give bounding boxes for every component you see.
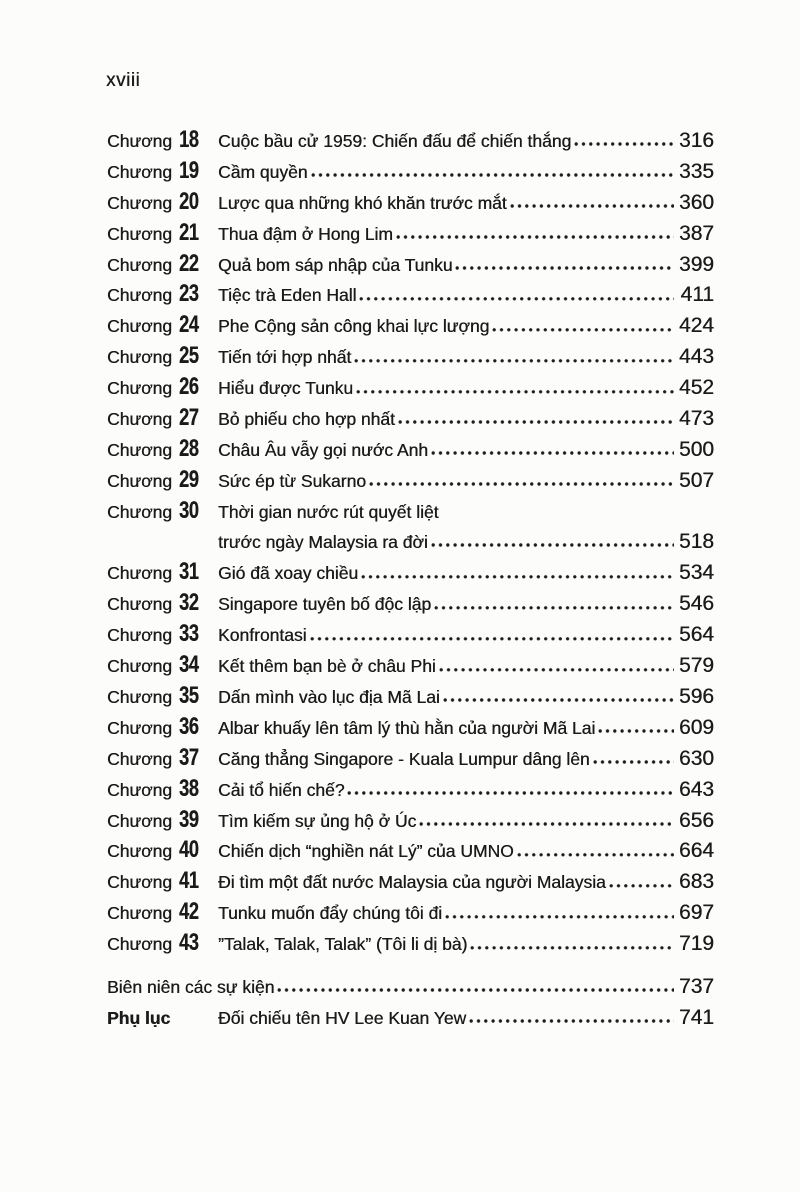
chapter-title: Đi tìm một đất nước Malaysia của người Malaysia xyxy=(218,872,606,893)
chapter-cell xyxy=(107,434,218,466)
dot-leader xyxy=(359,280,674,301)
chapter-cell xyxy=(107,496,218,528)
page-number: 387 xyxy=(678,221,714,245)
chapter-cell xyxy=(107,866,218,898)
chapter-word: Chương xyxy=(107,254,173,275)
chapter-number: 43 xyxy=(179,929,199,957)
chapter-word: Chương xyxy=(107,285,173,306)
page-number: 643 xyxy=(678,777,714,801)
toc-entry xyxy=(107,341,714,372)
toc-entry xyxy=(107,249,714,280)
chapter-number: 42 xyxy=(179,898,199,926)
page-number: 664 xyxy=(678,839,714,863)
toc-chronology xyxy=(107,972,714,1003)
chapter-title: Singapore tuyên bố độc lập xyxy=(218,594,432,615)
page-number: 473 xyxy=(678,407,714,431)
chapter-word: Chương xyxy=(107,810,173,831)
toc-entry xyxy=(107,805,714,836)
page-number: 719 xyxy=(678,932,714,956)
toc-entry xyxy=(107,897,714,928)
chapter-title: Cải tổ hiến chế? xyxy=(218,779,345,800)
dot-leader xyxy=(398,404,674,425)
chapter-title: ”Talak, Talak, Talak” (Tôi li dị bà) xyxy=(218,934,468,955)
chapter-word: Chương xyxy=(107,779,173,800)
page-folio: xviii xyxy=(106,70,141,91)
chapter-number: 28 xyxy=(179,434,199,462)
chapter-word: Chương xyxy=(107,594,173,615)
dot-leader xyxy=(445,898,674,919)
chapter-cell xyxy=(107,249,218,281)
chapter-title: Tìm kiếm sự ủng hộ ở Úc xyxy=(218,810,417,831)
toc-entry xyxy=(107,465,714,496)
chapter-title: Gió đã xoay chiều xyxy=(218,563,359,584)
chapter-cell xyxy=(107,681,218,713)
chapter-cell xyxy=(107,805,218,837)
chapter-word: Chương xyxy=(107,717,173,738)
chapter-number: 35 xyxy=(179,682,199,710)
page-number: 424 xyxy=(678,314,714,338)
page-number: 360 xyxy=(678,190,714,214)
chapter-word: Chương xyxy=(107,316,173,337)
chapter-word: Chương xyxy=(107,563,173,584)
toc-entry xyxy=(107,125,714,156)
chapter-title: Tiệc trà Eden Hall xyxy=(218,285,357,306)
chapter-title: Chiến dịch “nghiền nát Lý” của UMNO xyxy=(218,841,514,862)
chapter-title: Sức ép từ Sukarno xyxy=(218,470,366,491)
chapter-cell xyxy=(107,279,218,311)
chapter-number: 34 xyxy=(179,651,199,679)
dot-leader xyxy=(517,836,674,857)
dot-leader xyxy=(431,527,674,548)
dot-leader xyxy=(356,373,674,394)
chapter-cell xyxy=(107,743,218,775)
toc-appendix xyxy=(107,1003,714,1034)
page-number: 316 xyxy=(678,129,714,152)
chapter-number: 33 xyxy=(179,620,199,648)
page-number: 507 xyxy=(678,468,714,492)
chapter-number: 41 xyxy=(179,867,199,895)
chapter-title: Căng thẳng Singapore - Kuala Lumpur dâng lên xyxy=(218,748,590,769)
dot-leader xyxy=(277,972,674,993)
chapter-cell xyxy=(107,928,218,960)
toc-entry xyxy=(107,712,714,743)
chapter-number: 40 xyxy=(179,836,199,864)
toc-entry xyxy=(107,496,714,527)
page-number: 564 xyxy=(678,623,714,647)
chapter-word: Chương xyxy=(107,192,173,213)
chapter-number: 25 xyxy=(179,342,199,370)
chapter-cell xyxy=(107,156,218,188)
page-number: 737 xyxy=(678,975,714,999)
chapter-cell xyxy=(107,588,218,620)
dot-leader xyxy=(347,775,674,796)
chapter-cell xyxy=(107,218,218,250)
toc-entry xyxy=(107,187,714,218)
chapter-title: Phe Cộng sản công khai lực lượng xyxy=(218,316,490,337)
toc-entry xyxy=(107,310,714,341)
page-number: 452 xyxy=(678,376,714,400)
dot-leader xyxy=(361,558,674,579)
toc-entry xyxy=(107,403,714,434)
toc-entry xyxy=(107,928,714,959)
chapter-cell xyxy=(107,774,218,806)
chapter-cell xyxy=(107,372,218,404)
chapter-title: Quả bom sáp nhập của Tunku xyxy=(218,254,453,275)
toc-list xyxy=(107,125,714,1034)
dot-leader xyxy=(310,620,674,641)
dot-leader xyxy=(419,806,674,827)
chapter-title: Thua đậm ở Hong Lim xyxy=(218,223,393,244)
toc-entry xyxy=(107,434,714,465)
chapter-title: Bỏ phiếu cho hợp nhất xyxy=(218,409,395,430)
toc-entry xyxy=(107,619,714,650)
chapter-number: 20 xyxy=(179,187,199,215)
dot-leader xyxy=(311,157,675,178)
chapter-cell xyxy=(107,897,218,929)
chapter-word: Chương xyxy=(107,161,173,182)
dot-leader xyxy=(396,219,674,240)
dot-leader xyxy=(431,435,674,456)
chapter-cell xyxy=(107,1003,218,1034)
chapter-title: Châu Âu vẫy gọi nước Anh xyxy=(218,439,428,460)
dot-leader xyxy=(609,867,674,888)
page-number: 630 xyxy=(678,746,714,770)
chapter-title: Konfrontasi xyxy=(218,625,307,646)
chapter-word: Chương xyxy=(107,378,173,399)
toc-entry xyxy=(107,372,714,403)
chapter-number: 39 xyxy=(179,805,199,833)
dot-leader xyxy=(455,250,674,271)
dot-leader xyxy=(469,1003,674,1024)
toc-entry xyxy=(107,650,714,681)
page-number: 518 xyxy=(678,529,714,553)
chapter-number: 18 xyxy=(179,126,199,153)
chapter-cell xyxy=(107,557,218,589)
page-number: 500 xyxy=(678,437,714,461)
dot-leader xyxy=(443,682,674,703)
dot-leader xyxy=(439,651,674,672)
chapter-word: Chương xyxy=(107,501,173,522)
chapter-title: Lược qua những khó khăn trước mắt xyxy=(218,192,507,213)
chapter-title: Tiến tới hợp nhất xyxy=(218,347,352,368)
chapter-number: 24 xyxy=(179,311,199,339)
chapter-word: Chương xyxy=(107,625,173,646)
chapter-title: Kết thêm bạn bè ở châu Phi xyxy=(218,656,436,677)
page-number: 609 xyxy=(678,715,714,739)
chapter-word: Chương xyxy=(107,872,173,893)
chapter-word: Chương xyxy=(107,841,173,862)
chapter-title: Hiểu được Tunku xyxy=(218,378,354,399)
chapter-number: 36 xyxy=(179,712,199,740)
page-number: 399 xyxy=(678,252,714,276)
chapter-number: 23 xyxy=(179,280,199,308)
page-number: 683 xyxy=(678,870,714,894)
chapter-number: 31 xyxy=(179,558,199,586)
chapter-cell xyxy=(107,835,218,867)
chapter-number: 22 xyxy=(179,249,199,277)
dot-leader xyxy=(510,188,674,209)
dot-leader xyxy=(574,126,674,147)
toc-entry xyxy=(107,156,714,187)
chapter-title: Albar khuấy lên tâm lý thù hằn của người Mã Lai xyxy=(218,717,596,738)
chapter-title: Thời gian nước rút quyết liệt xyxy=(218,501,439,522)
toc-entry xyxy=(107,866,714,897)
appendix-title: Đối chiếu tên HV Lee Kuan Yew xyxy=(218,1007,467,1028)
chapter-cell xyxy=(107,465,218,497)
chapter-number: 27 xyxy=(179,404,199,432)
dot-leader xyxy=(434,589,674,610)
page-number: 411 xyxy=(680,283,714,307)
page-number: 579 xyxy=(678,654,714,678)
page-number: 546 xyxy=(678,592,714,616)
chapter-number: 29 xyxy=(179,465,199,493)
page-number: 443 xyxy=(678,345,714,369)
chapter-title: Cuộc bầu cử 1959: Chiến đấu để chiến thắng xyxy=(218,131,572,151)
page-number: 741 xyxy=(678,1005,714,1029)
chapter-word: Chương xyxy=(107,131,173,151)
dot-leader xyxy=(369,466,674,487)
toc-entry xyxy=(107,681,714,712)
chapter-word: Chương xyxy=(107,470,173,491)
chapter-cell xyxy=(107,341,218,373)
chapter-word: Chương xyxy=(107,347,173,368)
chapter-word: Chương xyxy=(107,223,173,244)
chapter-number: 21 xyxy=(179,218,199,246)
chapter-number: 19 xyxy=(179,156,199,184)
chapter-cell xyxy=(107,650,218,682)
chapter-word: Chương xyxy=(107,687,173,708)
dot-leader xyxy=(354,342,674,363)
chapter-number: 37 xyxy=(179,743,199,771)
chapter-title: Dấn mình vào lục địa Mã Lai xyxy=(218,687,440,708)
chapter-word: Chương xyxy=(107,439,173,460)
chapter-cell xyxy=(107,125,218,157)
chapter-number: 38 xyxy=(179,774,199,802)
dot-leader xyxy=(470,929,674,950)
chapter-title: Tunku muốn đẩy chúng tôi đi xyxy=(218,903,443,924)
dot-leader xyxy=(492,311,674,332)
page-number: 656 xyxy=(678,808,714,832)
chapter-number: 26 xyxy=(179,373,199,401)
chronology-label: Biên niên các sự kiện xyxy=(107,977,275,998)
chapter-cell xyxy=(107,712,218,744)
page-number: 596 xyxy=(678,685,714,709)
toc-entry xyxy=(107,557,714,588)
dot-leader xyxy=(598,713,674,734)
chapter-title-continued: trước ngày Malaysia ra đời xyxy=(218,531,428,552)
toc-entry xyxy=(107,588,714,619)
chapter-word: Chương xyxy=(107,748,173,769)
page-number: 335 xyxy=(678,159,714,183)
toc-entry xyxy=(107,835,714,866)
toc-entry xyxy=(107,218,714,249)
page-number: 534 xyxy=(678,561,714,585)
chapter-number: 32 xyxy=(179,589,199,617)
toc-entry xyxy=(107,774,714,805)
chapter-cell xyxy=(107,403,218,435)
chapter-word: Chương xyxy=(107,934,173,955)
chapter-word: Chương xyxy=(107,409,173,430)
page-number: 697 xyxy=(678,901,714,925)
chapter-title: Cầm quyền xyxy=(218,161,308,182)
chapter-word: Chương xyxy=(107,656,173,677)
chapter-cell xyxy=(107,187,218,219)
chapter-word: Chương xyxy=(107,903,173,924)
appendix-label: Phụ lục xyxy=(107,1007,171,1028)
toc-entry xyxy=(107,743,714,774)
chapter-cell xyxy=(107,619,218,651)
toc-entry xyxy=(107,279,714,310)
dot-leader xyxy=(593,744,674,765)
toc-entry-continuation xyxy=(107,527,714,558)
chapter-number: 30 xyxy=(179,496,199,524)
chapter-cell xyxy=(107,310,218,342)
